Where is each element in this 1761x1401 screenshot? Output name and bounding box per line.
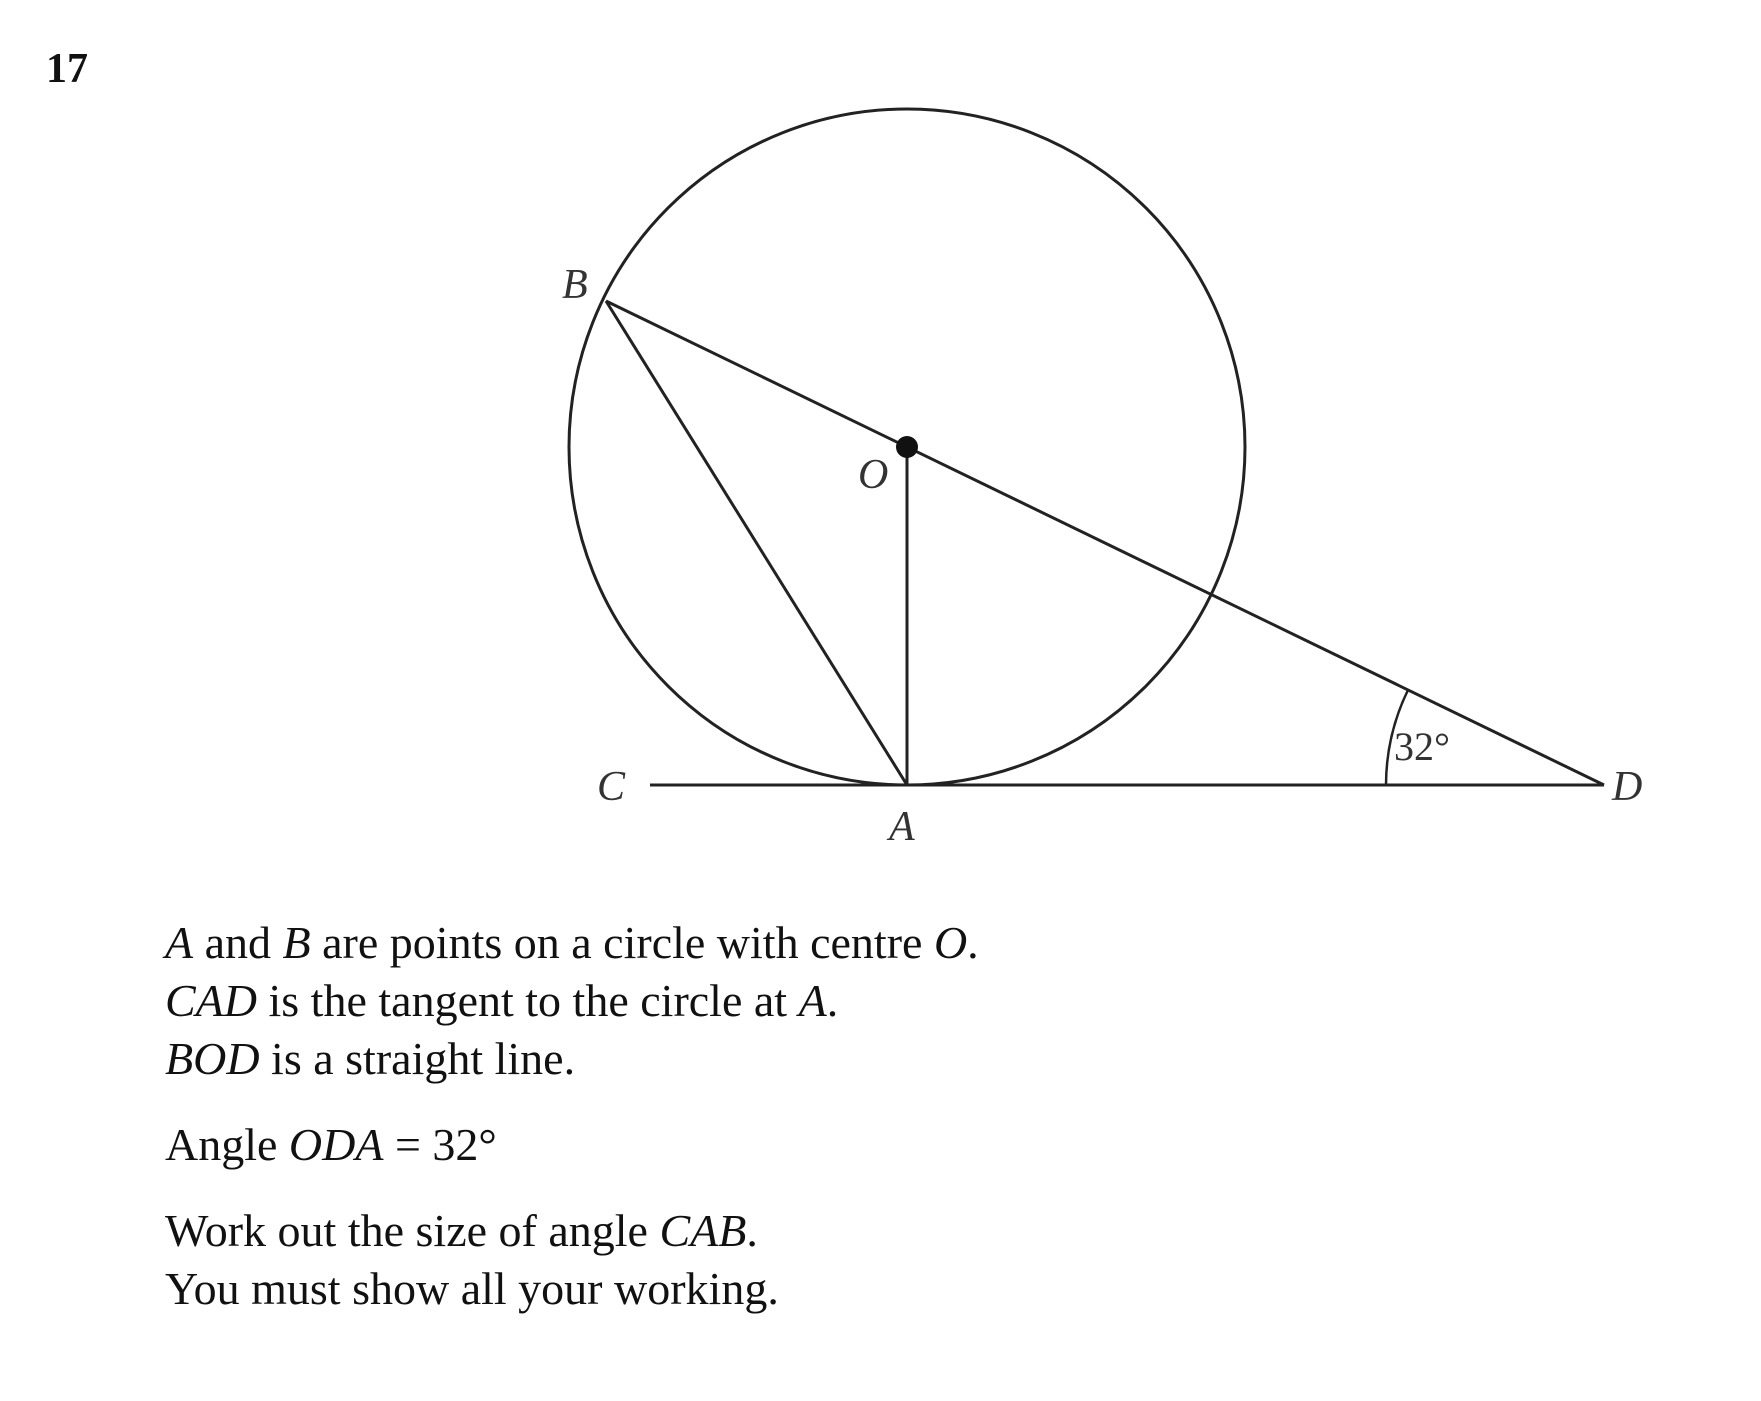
task: [165, 1202, 1565, 1318]
line-cad-ref: CAD: [165, 975, 257, 1026]
given-angle: [165, 1116, 1565, 1174]
statements: [165, 914, 1565, 1088]
task-line-1: Work out the size of angle CAB.: [165, 1205, 758, 1256]
point-label-c: C: [597, 764, 626, 810]
angle-cab-ref: CAB: [659, 1205, 747, 1256]
centre-point: [896, 436, 918, 458]
point-a-ref: A: [165, 917, 194, 968]
angle-label-32: 32°: [1394, 724, 1450, 769]
given-line: Angle ODA = 32°: [165, 1119, 497, 1170]
point-b-ref: B: [282, 917, 311, 968]
point-a-ref: A: [798, 975, 827, 1026]
point-label-d: D: [1612, 764, 1643, 810]
statement-line-1: A and B are points on a circle with centre O.: [165, 917, 979, 968]
point-label-a: A: [889, 804, 915, 850]
line-bod-ref: BOD: [165, 1033, 260, 1084]
statement-line-2: CAD is the tangent to the circle at A.: [165, 975, 839, 1026]
angle-oda-ref: ODA: [288, 1119, 384, 1170]
statement-line-3: BOD is a straight line.: [165, 1033, 576, 1084]
question-number: 17: [46, 46, 88, 92]
point-label-o: O: [858, 452, 889, 498]
task-line-2: You must show all your working.: [165, 1263, 779, 1314]
point-o-ref: O: [933, 917, 968, 968]
point-label-b: B: [562, 262, 588, 308]
